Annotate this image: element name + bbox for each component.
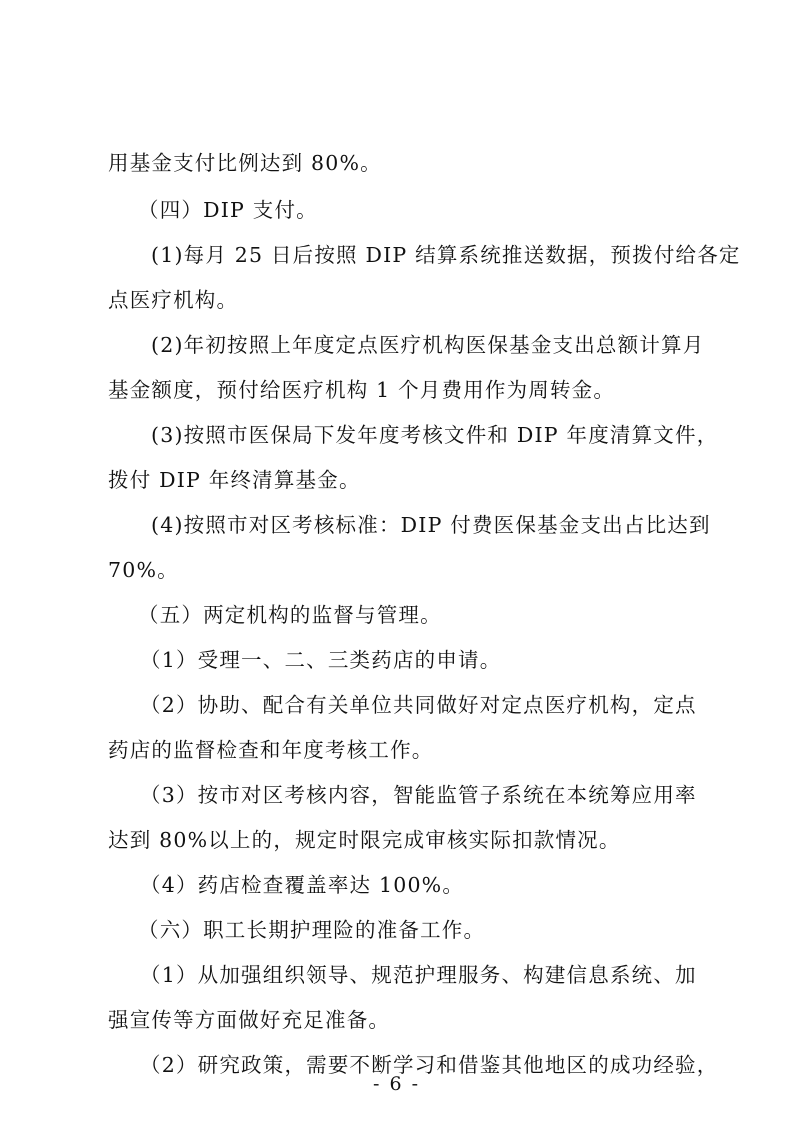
paragraph-line-9: (4)按照市对区考核标准：DIP 付费医保基金支出占比达到 [151,513,711,537]
paragraph-line-20: 强宣传等方面做好充足准备。 [108,1008,391,1032]
paragraph-line-10: 70%。 [108,558,179,582]
paragraph-line-13: （2）协助、配合有关单位共同做好对定点医疗机构，定点 [140,693,697,717]
section-heading-6: （六）职工长期护理险的准备工作。 [138,918,486,942]
paragraph-line-8: 拨付 DIP 年终清算基金。 [108,468,361,492]
paragraph-line-6: 基金额度，预付给医疗机构 1 个月费用作为周转金。 [108,378,616,402]
paragraph-line-4: 点医疗机构。 [108,288,239,312]
paragraph-line-7: (3)按照市医保局下发年度考核文件和 DIP 年度清算文件， [151,423,719,447]
paragraph-line-17: （4）药店检查覆盖率达 100%。 [140,873,465,897]
paragraph-line-16: 达到 80%以上的，规定时限完成审核实际扣款情况。 [108,828,621,852]
section-heading-5: （五）两定机构的监督与管理。 [138,603,442,627]
page-number: - 6 - [372,1073,420,1095]
paragraph-line-5: (2)年初按照上年度定点医疗机构医保基金支出总额计算月 [151,333,705,357]
paragraph-line-12: （1）受理一、二、三类药店的申请。 [140,648,502,672]
section-heading-4: （四）DIP 支付。 [138,198,318,222]
paragraph-line-3: (1)每月 25 日后按照 DIP 结算系统推送数据，预拨付给各定 [151,243,741,267]
paragraph-line-21: （2）研究政策，需要不断学习和借鉴其他地区的成功经验， [140,1053,719,1077]
paragraph-line-14: 药店的监督检查和年度考核工作。 [108,738,434,762]
paragraph-line-15: （3）按市对区考核内容，智能监管子系统在本统筹应用率 [140,783,697,807]
paragraph-line-1: 用基金支付比例达到 80%。 [108,151,382,175]
paragraph-line-19: （1）从加强组织领导、规范护理服务、构建信息系统、加 [140,963,697,987]
